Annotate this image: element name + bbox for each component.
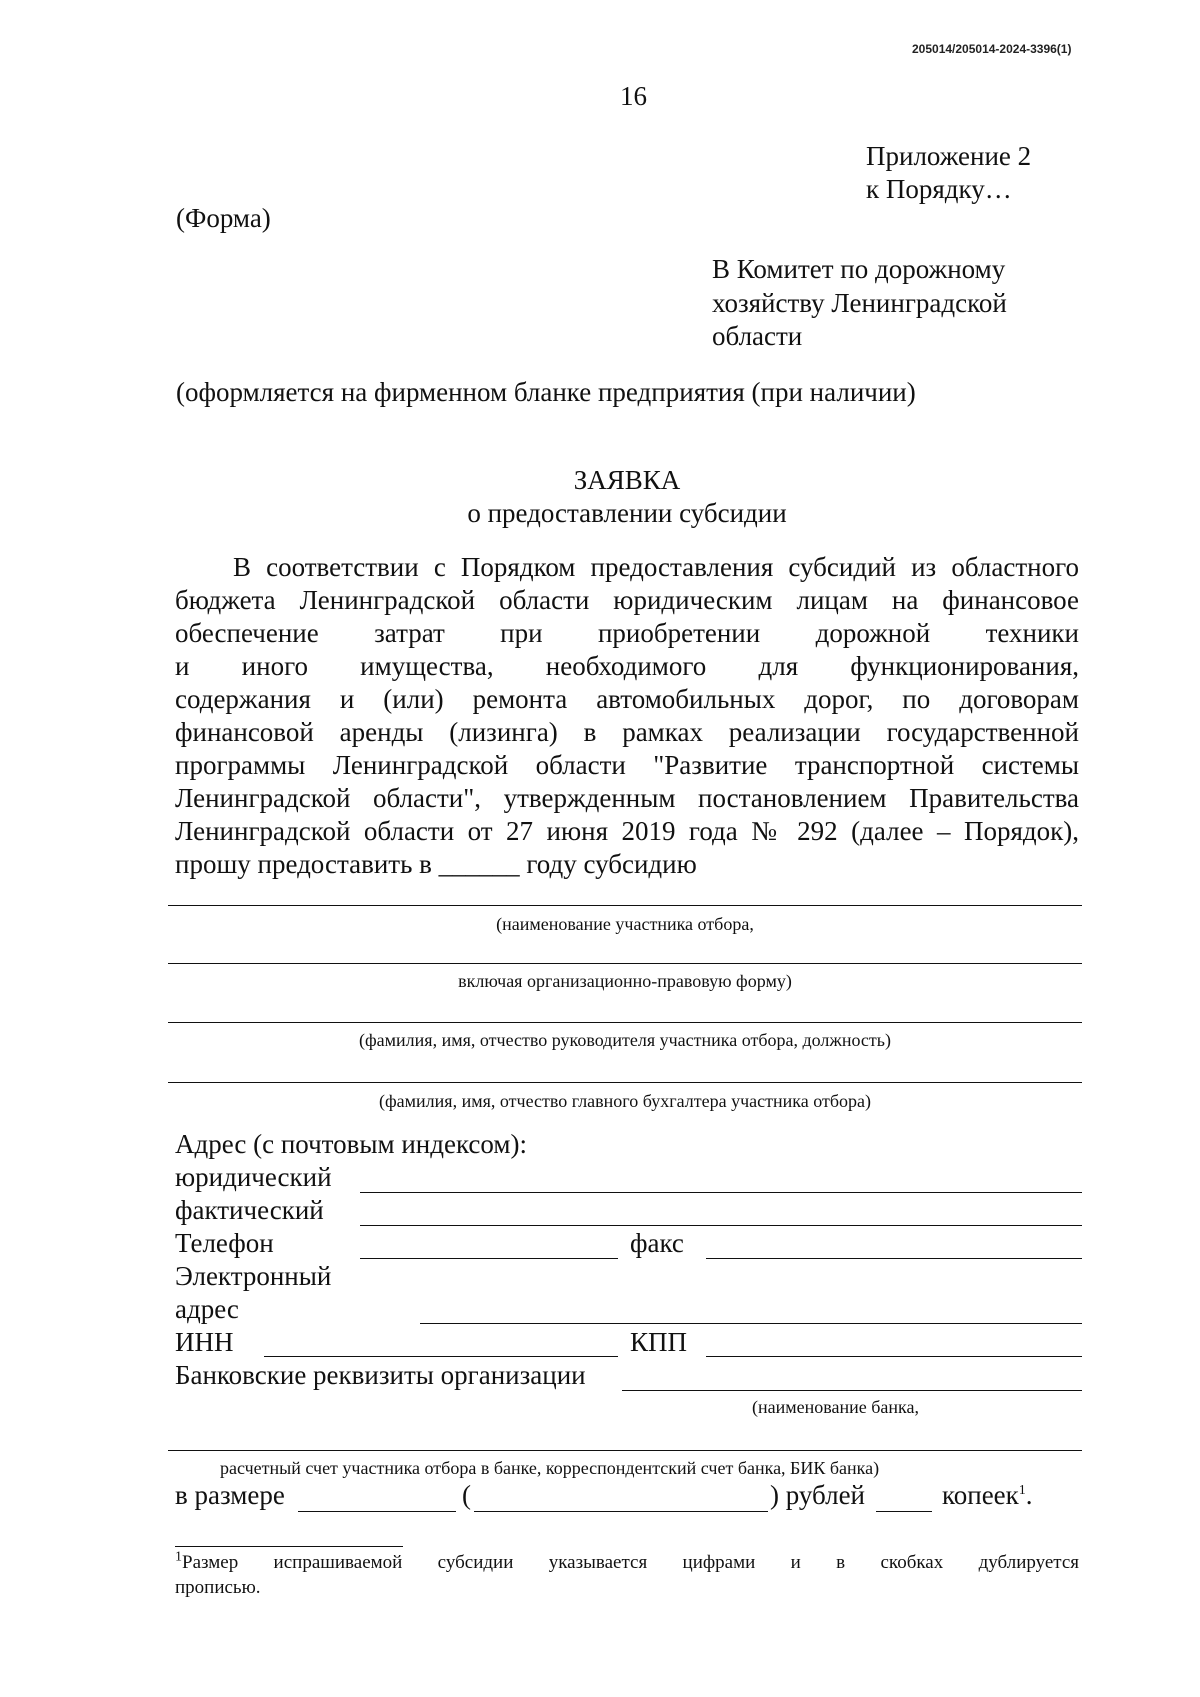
participant-name-line[interactable]	[168, 905, 1082, 906]
phone-label: Телефон	[175, 1228, 274, 1258]
legal-form-line[interactable]	[168, 963, 1082, 964]
addressee-line-2: хозяйству Ленинградской	[712, 288, 1007, 318]
appendix-line-2: к Порядку…	[866, 174, 1012, 204]
footnote-reference: 1	[1018, 1483, 1026, 1498]
footnote-line-1: $^1$Размер испрашиваемой субсидии указывается цифрами и в скобках дублируется	[175, 1549, 1079, 1573]
participant-name-caption: (наименование участника отбора,	[496, 914, 754, 934]
address-heading: Адрес (с почтовым индексом):	[175, 1129, 527, 1159]
kopecks-label	[942, 1479, 1033, 1511]
head-name-line[interactable]	[168, 1022, 1082, 1023]
inn-label: ИНН	[175, 1327, 234, 1357]
addressee-line-3: области	[712, 321, 803, 351]
bank-details-label: Банковские реквизиты организации	[175, 1360, 586, 1390]
kopecks-line[interactable]	[876, 1511, 932, 1512]
rubles-label: ) рублей	[770, 1480, 866, 1510]
page-number: 16	[620, 81, 647, 111]
document-subtitle: о предоставлении субсидии	[467, 498, 787, 528]
legal-address-label: юридический	[175, 1162, 332, 1192]
actual-address-label: фактический	[175, 1195, 324, 1225]
accountant-name-line[interactable]	[168, 1082, 1082, 1083]
paragraph-line: Ленинградской области", утвержденным постановлением Правительства	[175, 783, 1079, 813]
paragraph-line: В соответствии с Порядком предоставления субсидий из областного	[233, 552, 1079, 582]
paragraph-line: и иного имущества, необходимого для функционирования,	[175, 651, 1079, 681]
actual-address-line[interactable]	[360, 1225, 1082, 1226]
paragraph-line: программы Ленинградской области "Развитие транспортной системы	[175, 750, 1079, 780]
email-label-line-2: адрес	[175, 1294, 239, 1324]
kpp-label: КПП	[630, 1327, 688, 1357]
email-label-line-1: Электронный	[175, 1261, 332, 1291]
email-line[interactable]	[420, 1323, 1082, 1324]
accountant-name-caption: (фамилия, имя, отчество главного бухгалтера участника отбора)	[379, 1091, 871, 1111]
fax-line[interactable]	[706, 1258, 1082, 1259]
footnote-line-2: прописью.	[175, 1577, 261, 1598]
document-title: ЗАЯВКА	[573, 465, 681, 495]
legal-form-caption: включая организационно-правовую форму)	[458, 971, 792, 991]
amount-words-line[interactable]	[474, 1511, 768, 1512]
head-name-caption: (фамилия, имя, отчество руководителя участника отбора, должность)	[359, 1030, 891, 1050]
bank-name-line[interactable]	[622, 1390, 1082, 1391]
addressee-line-1: В Комитет по дорожному	[712, 254, 1006, 284]
bank-accounts-caption: расчетный счет участника отбора в банке, корреспондентский счет банка, БИК банка)	[220, 1458, 880, 1478]
paragraph-line: финансовой аренды (лизинга) в рамках реализации государственной	[175, 717, 1079, 747]
amount-prefix: в размере	[175, 1480, 285, 1510]
application-paragraph	[175, 551, 1079, 881]
paragraph-line: Ленинградской области от 27 июня 2019 года № 292 (далее – Порядок),	[175, 816, 1079, 846]
phone-line[interactable]	[360, 1258, 618, 1259]
bank-accounts-line[interactable]	[168, 1450, 1082, 1451]
letterhead-note: (оформляется на фирменном бланке предприятия (при наличии)	[176, 377, 916, 407]
legal-address-line[interactable]	[360, 1192, 1082, 1193]
paragraph-line: прошу предоставить в ______ году субсидию	[175, 849, 697, 879]
fax-label: факс	[630, 1228, 684, 1258]
paragraph-line: бюджета Ленинградской области юридическим лицам на финансовое	[175, 585, 1079, 615]
footnote-separator	[175, 1546, 403, 1547]
form-label: (Форма)	[176, 203, 271, 233]
paragraph-line: содержания и (или) ремонта автомобильных дорог, по договорам	[175, 684, 1079, 714]
paragraph-line: обеспечение затрат при приобретении дорожной техники	[175, 618, 1079, 648]
footnote-mark: 1	[175, 1549, 182, 1565]
amount-digits-line[interactable]	[298, 1511, 456, 1512]
period: .	[1025, 1480, 1033, 1510]
footnote	[175, 1550, 1079, 1600]
document-number: 205014/205014-2024-3396(1)	[912, 42, 1072, 56]
kpp-line[interactable]	[706, 1356, 1082, 1357]
inn-line[interactable]	[264, 1356, 618, 1357]
bank-name-caption: (наименование банка,	[752, 1397, 920, 1417]
kopecks-text: копеек	[942, 1480, 1019, 1510]
open-paren: (	[462, 1480, 471, 1510]
appendix-line-1: Приложение 2	[866, 141, 1032, 171]
